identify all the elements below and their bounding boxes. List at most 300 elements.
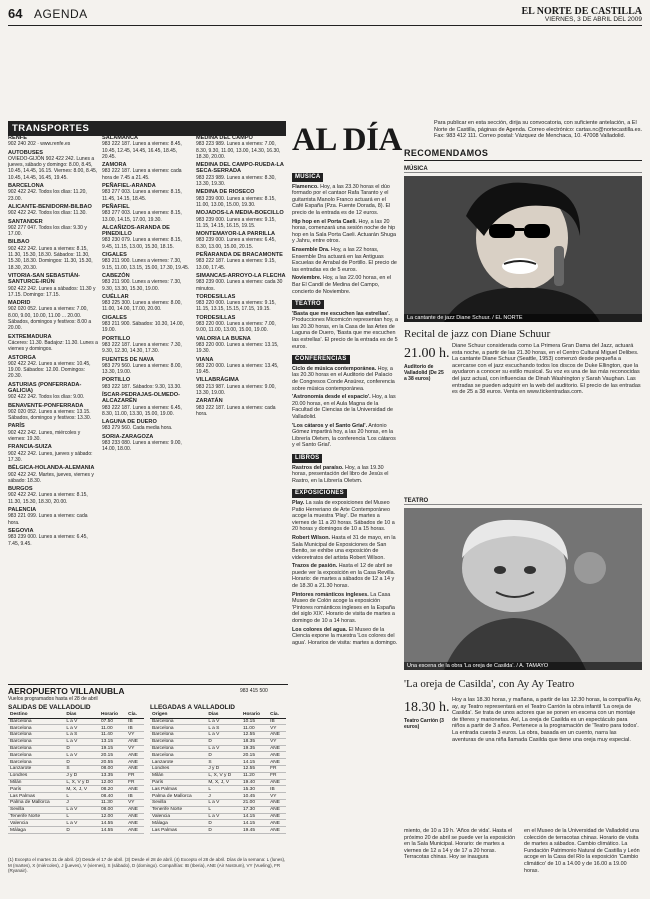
flight-cell: S (64, 766, 99, 773)
flight-cell: Lanzarote (150, 759, 206, 766)
flight-cell: ANE (268, 800, 286, 807)
flight-row (150, 759, 286, 766)
singer-illustration (404, 176, 642, 322)
theatre-scene-illustration (404, 508, 642, 670)
route-schedule: 983 211 900. Sábados: 10.30, 14.00, 19.00. (102, 321, 184, 334)
flight-cell: 14.55 (99, 820, 126, 827)
diane-schuur-photo (404, 176, 642, 322)
route-schedule: 902 422 242. Lunes, jueves y sábado: 17.30. (8, 450, 93, 463)
listing-item (292, 465, 398, 485)
flight-cell: París (150, 779, 206, 786)
listing-text: Antonio Gómez impartirá hoy, a las 20 horas, en la Librería Oletvm, la conferencia 'Los cátaros y el Santo Grial'. (292, 422, 396, 449)
listing-title: Flamenco. (292, 183, 319, 190)
listing-section (292, 451, 398, 465)
flight-cell: Barcelona (150, 745, 206, 752)
page-number: 64 (8, 6, 23, 21)
section-label: MÚSICA (292, 173, 323, 182)
flight-cell: IB (126, 718, 144, 725)
route-heading: FRANCIA-SUIZA (8, 444, 52, 451)
llegadas-table (150, 712, 286, 834)
flight-cell: L, X, V y D (64, 779, 99, 786)
listing-item (292, 275, 398, 295)
airport-subtitle: Vuelos programados hasta el 28 de abril (8, 696, 98, 702)
flight-cell: ANE (126, 766, 144, 773)
flight-cell: VY (268, 725, 286, 732)
flight-row (150, 718, 286, 725)
route-schedule: 983 223 989. Lunes a viernes: 8.30, 13.30, 19.30. (196, 174, 276, 188)
flight-cell: Barcelona (150, 732, 206, 739)
flight-row (150, 772, 286, 779)
route-heading: PORTILLO (102, 377, 131, 384)
flight-cell: Palma de Mallorca (8, 800, 64, 807)
listing-text: Hoy, a las 22 horas, Ensemble Dra actuará en las Antiguas Escuelas de Arrabal de Portillo. El precio de las entradas es de 5 euros. (292, 246, 397, 273)
flight-row (8, 759, 144, 766)
section-label: CONFERENCIAS (292, 355, 350, 364)
listing-title: Play. (292, 499, 305, 506)
route-heading: MONTEMAYOR-LA PARRILLA (196, 231, 276, 238)
listing-title: Noviembre. (292, 275, 322, 282)
flight-cell: 11.20 (241, 772, 268, 779)
column-header: Horario (241, 712, 268, 718)
listing-section (292, 486, 398, 500)
flight-cell: M, X, J, V (64, 786, 99, 793)
article2-time: 18.30 h. (404, 700, 450, 715)
flight-cell: L a S (206, 725, 241, 732)
route-schedule: 902 422 242. Todos los días: 11.30. (8, 210, 87, 217)
route-heading: PEÑAFIEL (102, 203, 130, 210)
flight-cell: D (206, 820, 241, 827)
flight-cell: 08.20 (99, 786, 126, 793)
article1-time: 21.00 h. (404, 346, 450, 361)
route-schedule: 902 240 202 · www.renfe.es (8, 141, 71, 148)
flight-cell: 14.15 (241, 759, 268, 766)
flight-cell: Barcelona (150, 725, 206, 732)
route-schedule: 902 277 047. Todos los días: 9.30 y 17.00. (8, 224, 87, 238)
route-heading: PALENCIA (8, 507, 37, 514)
flight-cell: D (64, 827, 99, 834)
route-schedule: 983 222 187. Lunes a viernes: 9.15, 13.00, 17.45. (196, 258, 276, 271)
listing-item (292, 563, 398, 589)
transportes-col-3 (196, 133, 286, 681)
flight-cell: 11.00 (99, 725, 126, 732)
flight-cell: Barcelona (8, 732, 64, 739)
route-heading: BENAVENTE-PONFERRADA (8, 402, 84, 409)
flight-cell: Londres (8, 772, 64, 779)
flight-cell: Sevilla (150, 800, 206, 807)
flight-cell: FR (126, 772, 144, 779)
flight-cell: 11.40 (99, 732, 126, 739)
listing-title: 'Astronomía desde el espacio'. (292, 394, 371, 401)
flight-cell: FR (268, 766, 286, 773)
route-heading: ÍSCAR-PEDRAJAS-OLMEDO-ALCAZARÉN (102, 391, 181, 405)
flight-cell: Valencia (150, 813, 206, 820)
flight-cell: L (206, 786, 241, 793)
flight-row (8, 745, 144, 752)
flight-cell: 12.00 (99, 813, 126, 820)
page-header (8, 6, 642, 26)
aldia-subtitle: Para publicar en esta sección, dirija su convocatoria, con suficiente antelación, a El Norte de Castilla, páginas de Agenda. Correo electrónico: cartas.nc@nortecastilla.es. Fax: 983 412 111. Correo postal: Vázquez de Menchaca, 10. 47008 Valladolid. (434, 120, 642, 139)
airport-phone: 983 415 500 (240, 688, 268, 694)
flight-cell: Tenerife Norte (150, 806, 206, 813)
flight-cell: 11.30 (99, 800, 126, 807)
listing-text: Producciones Micomicón representan hoy, a las 20.30 horas, en la Casa de las Artes de Laguna de Duero, 'Basta que me escuchen las estrellas'. El precio de la entrada es de 5 euros. (292, 317, 398, 350)
teatro-label: TEATRO (404, 498, 642, 505)
flight-cell: L a V (206, 732, 241, 739)
flight-cell: L, X, V y D (206, 772, 241, 779)
listing-item (292, 184, 398, 217)
route-heading: BURGOS (8, 486, 33, 493)
flight-cell: D (206, 752, 241, 759)
flight-cell: D (64, 745, 99, 752)
route-schedule: 902 422 242. Lunes, miércoles y viernes: 19.30. (8, 429, 81, 443)
route-schedule: 902 422 242. Martes, jueves, viernes y sábado: 18.30. (8, 471, 94, 484)
flight-cell: Barcelona (8, 745, 64, 752)
flight-cell: 19.40 (241, 779, 268, 786)
flight-row (150, 786, 286, 793)
flight-cell: M, X, J, V (206, 779, 241, 786)
flight-cell: L a V (206, 745, 241, 752)
flight-cell: 15.30 (241, 786, 268, 793)
route-schedule: 902 422 242. Todos los días: 9.00. (8, 394, 85, 401)
flight-cell: L a V (206, 813, 241, 820)
flight-cell: ANE (268, 820, 286, 827)
flight-row (8, 820, 144, 827)
route-heading: MEDINA DEL CAMPO-RUEDA-LA SECA-SERRADA (196, 162, 284, 175)
route-schedule: 983 222 187. Lunes a viernes: 6.45, 8.30, 11.00, 13.30, 15.00, 19.00. (102, 404, 182, 417)
flight-cell: D (206, 738, 241, 745)
flight-cell: L a V (206, 800, 241, 807)
article2-title: 'La oreja de Casilda', con Ay Ay Teatro (404, 678, 575, 690)
aldia-listings (292, 170, 398, 890)
listing-text: Hoy, a las 20.00 horas, en el Aula Magna de la Facultad de Ciencias de la Universidad de Valladolid. (292, 394, 396, 420)
flight-cell: 19.15 (99, 745, 126, 752)
flight-cell: L a V (64, 718, 99, 725)
flight-cell: ANE (268, 752, 286, 759)
flight-row (150, 745, 286, 752)
listing-text: Hasta el 31 de mayo, en la Sala Municipal de Exposiciones de San Benito, se exhibe una exposición de videoretratos del artista Robert Wilson. (292, 534, 396, 561)
route-heading: SALAMANCA (102, 135, 139, 141)
flight-cell: L a V (64, 725, 99, 732)
flight-cell: 17.30 (241, 806, 268, 813)
flight-cell: ANE (126, 786, 144, 793)
flight-cell: ANE (126, 738, 144, 745)
flight-row (8, 806, 144, 813)
flight-cell: Barcelona (8, 718, 64, 725)
route-heading: BÉLGICA-HOLANDA-ALEMANIA (8, 465, 95, 472)
flight-cell: VY (126, 732, 144, 739)
flight-cell: ANE (126, 820, 144, 827)
musica-label: MÚSICA (404, 166, 642, 173)
route-schedule: 983 220 000. Lunes a viernes: 7.00, 9.00, 11.00, 13.00, 15.00, 19.00. (196, 321, 276, 334)
flight-cell: S (206, 759, 241, 766)
listing-title: Trazos de pasión. (292, 563, 338, 570)
route-heading: AUTOBUSES (8, 149, 44, 156)
flight-row (150, 813, 286, 820)
route-schedule: 983 233 080. Lunes a viernes: 9.00, 14.00, 18.00. (102, 440, 182, 453)
route-heading: ALICANTE-BENIDORM-BILBAO (8, 203, 92, 210)
route-schedule: 902 020 052. Lunes a viernes: 7.00, 8.00, 9.00, 10.00, 11.00 ... 20.00. Sábados, domingos y festivos: 8.00 a 20.00. (8, 306, 92, 332)
listing-title: Los colores del agua. (292, 626, 348, 633)
listing-text: Hoy, a las 19.30 horas, presentación del libro de Jesús el Rastro, en la Librería Oletvm. (292, 464, 389, 484)
flight-cell: París (8, 786, 64, 793)
route-schedule: 983 220 000. Lunes a viernes: 13.15, 19.30. (196, 341, 279, 355)
flight-row (8, 738, 144, 745)
route-schedule: 983 239 000. Lunes a viernes: 6.45, 8.30, 13.00, 15.00, 20.15. (196, 237, 276, 250)
flight-cell: ANE (268, 745, 286, 752)
flight-cell: 12.55 (241, 766, 268, 773)
route-heading: ASTURIAS (PONFERRADA-GALICIA) (8, 381, 82, 394)
route-heading: ALCAÑIZOS-ARANDA DE PINEDILLO (102, 224, 170, 238)
listing-text: Hasta el 12 de abril se puede ver la exposición en la Casa Revilla. Horario: de martes a sábados de 12 a 14 y de 18.30 a 21.30 horas. (292, 563, 396, 590)
route-schedule: 983 279 560. Cada media hora. (102, 425, 173, 432)
flight-cell: IB (126, 793, 144, 800)
route-schedule: 983 222 187. Lunes a viernes: 7.30, 9.30, 12.30, 14.30, 17.30. (102, 341, 182, 355)
route-heading: MEDINA DEL CAMPO (196, 135, 253, 141)
flight-row (8, 793, 144, 800)
route-schedule: 983 222 187. Sábados: 9.30, 13.30. (102, 383, 182, 390)
route-heading: MADRID (8, 300, 31, 307)
flight-cell: J (64, 800, 99, 807)
flight-cell: L a V (64, 752, 99, 759)
route-schedule: 902 020 052. Lunes a viernes: 13.15. Sábados, domingos y festivos: 13.30. (8, 408, 92, 422)
listing-item (292, 311, 398, 351)
flight-cell: Milán (150, 772, 206, 779)
route-schedule: 983 225 300. Lunes a viernes: 8.00, 11.00, 14.00, 17.00, 20.00. (102, 300, 182, 313)
route-schedule: 983 221 099. Lunes a viernes: cada hora. (8, 513, 88, 526)
listing-item (292, 423, 398, 449)
flight-cell: 12.00 (99, 779, 126, 786)
route-heading: CIGALES (102, 252, 127, 259)
flight-row (8, 786, 144, 793)
flight-cell: FR (268, 772, 286, 779)
route-heading: LAGUNA DE DUERO (102, 419, 157, 426)
listing-title: 'Los cátaros y el Santo Grial'. (292, 422, 368, 429)
flight-cell: ANE (268, 813, 286, 820)
flight-row (150, 793, 286, 800)
column-header: Cía. (126, 712, 144, 718)
flight-cell: 20.15 (99, 752, 126, 759)
flight-cell: Barcelona (150, 752, 206, 759)
section-label: TEATRO (292, 300, 324, 309)
listing-title: Ciclo de música contemporánea. (292, 365, 377, 372)
flight-cell: Barcelona (150, 718, 206, 725)
flight-cell: 08.00 (99, 766, 126, 773)
aldia-title: AL DÍA (292, 122, 402, 158)
listing-section (292, 297, 398, 311)
route-schedule: 983 239 000. Lunes a viernes: 6.45, 7.45, 9.45. (8, 534, 88, 547)
route-heading: CIGALES (102, 314, 127, 321)
photo1-caption: La cantante de jazz Diane Schuur. / EL NORTE (404, 314, 642, 322)
article1-place: Auditorio de Valladolid (De 25 a 38 euros) (404, 364, 444, 382)
route-schedule: 983 277 003. Lunes a viernes: 8.15, 13.00, 14.15, 17.00, 19.30. (102, 210, 182, 223)
flight-cell: L a V (206, 718, 241, 725)
flight-row (150, 732, 286, 739)
listing-text: El Museo de la Ciencia expone la muestra 'Los colores del agua'. Horarios de visita: martes a domingo. (292, 626, 398, 646)
flight-cell: Valencia (8, 820, 64, 827)
column-header: Días (206, 712, 241, 718)
route-heading: VITORIA-SAN SEBASTIÁN-SANTURCE-IRÚN (8, 272, 80, 286)
listing-item (292, 366, 398, 392)
flight-cell: 14.15 (241, 820, 268, 827)
route-schedule: 983 239 000. Lunes a viernes: cada 30 minutos. (196, 279, 283, 292)
flight-cell: J y D (64, 772, 99, 779)
oreja-casilda-photo (404, 508, 642, 670)
flight-cell: ANE (268, 732, 286, 739)
flight-cell: 13.15 (99, 738, 126, 745)
flight-cell: VY (268, 738, 286, 745)
route-schedule: 983 223 989. Lunes a viernes: 7.00, 8.30, 9.30, 11.00, 13.00, 14.30, 16.30, 18.30, 20.00. (196, 141, 281, 160)
flight-row (8, 800, 144, 807)
listing-item (292, 500, 398, 533)
recomendamos-heading: RECOMENDAMOS (404, 148, 642, 161)
flight-cell: Palma de Mallorca (150, 793, 206, 800)
flight-cell: Barcelona (8, 752, 64, 759)
route-heading: FUENTES DE NAVA (102, 356, 155, 363)
flight-row (8, 766, 144, 773)
flight-cell: L (64, 793, 99, 800)
route-heading: VALORIA LA BUENA (196, 335, 251, 342)
flight-row (150, 752, 286, 759)
route-heading: SIMANCAS-ARROYO-LA FLECHA (196, 272, 286, 279)
flight-cell: Barcelona (8, 759, 64, 766)
flight-cell: 13.35 (99, 772, 126, 779)
route-heading: ZARATÁN (196, 398, 223, 405)
listing-item (292, 535, 398, 561)
flight-cell: ANE (268, 759, 286, 766)
route-schedule: 983 222 187. Lunes a viernes: cada hora. (196, 404, 276, 417)
flight-cell: Las Palmas (8, 793, 64, 800)
route-heading: BILBAO (8, 239, 30, 246)
route-heading: ZAMORA (102, 162, 127, 169)
flight-cell: 08.40 (99, 793, 126, 800)
listing-item (292, 247, 398, 273)
flight-cell: L a V (64, 820, 99, 827)
route-schedule: 983 279 560. Lunes a viernes: 8.00, 13.30, 19.00. (102, 362, 182, 376)
airport-footnote: (1) Excepto el martes 31 de abril. (2) Desde el 17 de abril. (3) Desde el 28 de abril. (4) Excepto el 28 de abril. Días de la semana: L (lunes), M (martes), X (miércoles), J (jueves), V (viernes), S (sábado), D (domingo). Compañías: IB (Iberia), ANE (Air Nostrum), VY (Vueling), FR (Ryanair). (8, 857, 286, 874)
route-heading: BARCELONA (8, 183, 44, 190)
bottom-col-1: miento, de 10 a 19 h. 'Años de vida'. Hasta el próximo 20 de abril se puede ver la exposición en la Sala Municipal. Horario: de martes a viernes de 12 a 14 y de 17 a 20 horas. Terracotas chinas. Hoy se inaugura (404, 828, 516, 861)
route-heading: MOJADOS-LA MEDIA-BOECILLO (196, 210, 284, 217)
flight-cell: 12.55 (241, 732, 268, 739)
section-name: AGENDA (34, 7, 88, 21)
route-schedule: OVIEDO-GIJÓN 902 422 242. Lunes a jueves, sábado y domingo: 8.00, 8.45, 10.45, 14.45, 16.15. Viernes: 8.00, 8.45, 10.45, 14.45, 16.45, 19.45. (8, 155, 98, 181)
route-heading: SANTANDER (8, 218, 43, 225)
flight-cell: 18.35 (241, 738, 268, 745)
listing-title: Rastros del paraíso. (292, 464, 344, 471)
section-label: EXPOSICIONES (292, 489, 347, 498)
route-schedule: Cáceres: 11.30. Badajoz: 11.30. Lunes a viernes y domingos. (8, 339, 98, 353)
flight-cell: VY (268, 793, 286, 800)
route-schedule: 983 211 900. Lunes a viernes: 7.30, 9.15, 11.00, 13.15, 15.00, 17.30, 19.45. (102, 258, 190, 271)
flight-cell: IB (268, 718, 286, 725)
route-heading: PARÍS (8, 423, 25, 430)
flight-cell: 08.00 (99, 806, 126, 813)
bottom-col-2: en el Museo de la Universidad de Valladolid una colección de terracotas chinas. Horario de visita de martes a sábados. Cambio climático. La Fundación Patrimonio Natural de Castilla y León acoge en la Casa del Río la exposición 'Cambio climático' de 10 a 14.00 y de 16.00 a 19.00 horas. (524, 828, 640, 874)
route-heading: TORDESILLAS (196, 293, 236, 300)
flight-cell: 14.55 (99, 827, 126, 834)
route-schedule: 902 422 242. Lunes a viernes: 8.15, 11.30, 15.30, 18.30, 20.00. (8, 492, 88, 505)
flight-cell: ANE (268, 806, 286, 813)
flight-cell: ANE (126, 827, 144, 834)
flight-cell: ANE (126, 752, 144, 759)
route-heading: EXTREMADURA (8, 333, 52, 340)
route-schedule: 983 230 079. Lunes a viernes: 8.15, 9.45, 11.15, 13.00, 15.30, 18.15. (102, 237, 182, 250)
flight-cell: Barcelona (8, 738, 64, 745)
flight-cell: J (206, 793, 241, 800)
listing-text: Hoy, a las 20 horas, comenzará una sesión noche de hip hop en la Sala Porta Caeli. Actuarán Shuga y Jahru, entre otros. (292, 218, 396, 245)
route-heading: RENFE (8, 135, 27, 141)
flight-row (8, 718, 144, 725)
listing-item (292, 219, 398, 245)
listing-item (292, 627, 398, 647)
route-heading: TORDESILLAS (196, 314, 236, 321)
flight-cell: 20.55 (99, 759, 126, 766)
route-heading: CABEZÓN (102, 272, 130, 279)
salidas-title: SALIDAS DE VALLADOLID (8, 704, 91, 711)
newspaper-name: EL NORTE DE CASTILLA (521, 6, 642, 17)
listing-text: La sala de exposiciones del Museo Patio Herreriano de Arte Contemporáneo acoge la muestra 'Play'. De martes a viernes de 11 a 20 horas. Sábados de 10 a 20 horas y domingos de 10 a 15 horas. (292, 499, 395, 533)
listing-text: Hoy, a las 23.30 horas el dúo formado por el cantaor Rafa Taranto y el guitarrista Manolo Franco actuará en el Café España (Pza. Fuente Dorada, 8). El precio de la entrada es de 12 euros. (292, 183, 391, 216)
flight-cell: Málaga (8, 827, 64, 834)
transportes-heading: TRANSPORTES (8, 121, 286, 136)
flight-cell: IB (268, 786, 286, 793)
transportes-col-2 (102, 133, 192, 681)
route-schedule: 983 211 900. Lunes a viernes: 7.30, 9.30, 13.30, 15.30, 19.00. (102, 279, 182, 292)
flight-row (8, 752, 144, 759)
listing-text: La Casa Museo de Colón acoge la exposición 'Pintores románticos ingleses en la España del siglo XIX'. Horario de visita de martes a domingo de 10 a 14 horas. (292, 591, 395, 625)
flight-cell: Lanzarote (8, 766, 64, 773)
flight-cell: J y D (206, 766, 241, 773)
flight-cell: Las Palmas (150, 827, 206, 834)
flight-row (8, 813, 144, 820)
flight-cell: 19.35 (241, 745, 268, 752)
flight-cell: IB (126, 725, 144, 732)
flight-row (150, 820, 286, 827)
article1-body: Diane Schuur considerada como La Primera Gran Dama del Jazz, actuará esta noche, a partir de las 21.30 horas, en el Centro Cultural Miguel Delibes. La cantante Diane Schuur (Seattle, 1953) comenzó desde pequeña a acercarse con el jazz escuchando todos los discos de Duke Ellington, que la ayudaron a conocer su estilo musical. Su voz es una de las más reconocidas del jazz actual, con influencias de Dinah Washington y Sarah Vaughan. Las entradas se pueden adquirir en la web del auditorio. El precio de las entradas es de 25 a 38 euros. Venta en www.tickentradas.com. (452, 343, 641, 396)
flight-cell: FR (126, 779, 144, 786)
listing-title: Robert Wilson. (292, 534, 330, 541)
flight-cell: ANE (126, 806, 144, 813)
route-heading: PEÑAFIEL-ARANDA (102, 183, 156, 190)
flight-cell: Barcelona (8, 725, 64, 732)
flight-cell: 07.50 (99, 718, 126, 725)
route-heading: PEÑARANDA DE BRACAMONTE (196, 252, 283, 259)
flight-row (150, 800, 286, 807)
flight-cell: 10.15 (241, 718, 268, 725)
route-heading: VILLABRÁGIMA (196, 377, 239, 384)
route-schedule: 902 422 242. Lunes a sábados: 11.30 y 17.15. Domingo: 17.15. (8, 285, 96, 298)
flight-row (150, 725, 286, 732)
route-schedule: 983 277 003. Lunes a viernes: 8.15, 11.45, 14.15, 18.45. (102, 189, 182, 202)
salidas-table (8, 712, 144, 834)
route-schedule: 983 239 000. Lunes a viernes: 9.15, 11.15, 14.15, 16.15, 19.15. (196, 216, 276, 229)
flight-cell: 20.15 (241, 752, 268, 759)
flight-cell: ANE (268, 779, 286, 786)
route-schedule: 983 213 987. Lunes a viernes: 9.00, 13.30, 19.00. (196, 383, 276, 396)
flight-cell: L a S (64, 732, 99, 739)
flight-cell: Las Palmas (150, 786, 206, 793)
flight-cell: L (206, 806, 241, 813)
flight-row (150, 738, 286, 745)
route-heading: PORTILLO (102, 335, 131, 342)
route-schedule: 983 222 187. Lunes a viernes: cada hora de 7.45 a 21.45. (102, 168, 182, 181)
flight-cell: 21.00 (241, 800, 268, 807)
flight-cell: D (206, 827, 241, 834)
airport-title: AEROPUERTO VILLANUBLA (8, 686, 125, 696)
flight-row (150, 766, 286, 773)
flight-cell: Sevilla (8, 806, 64, 813)
flight-cell: 19.45 (241, 827, 268, 834)
